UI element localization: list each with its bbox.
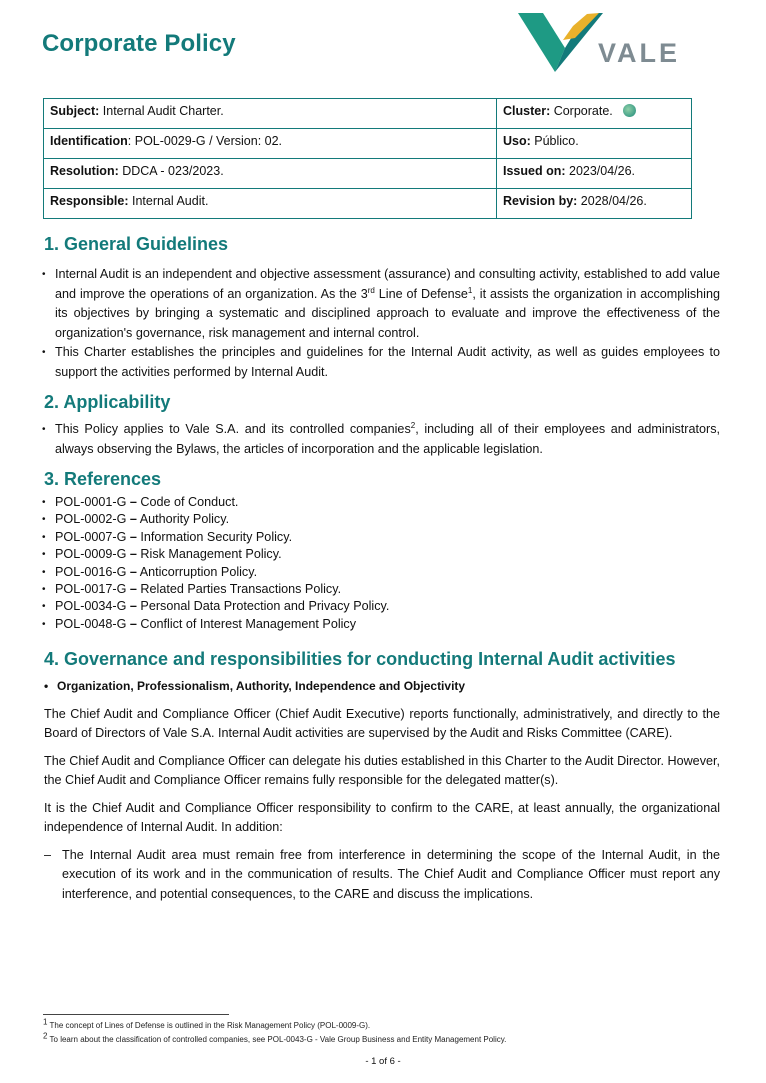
dash-item: – The Internal Audit area must remain free from interference in determining the scope of the Internal Audit, in the execution of its work and in the communication of results. The Chief Audit and Compliance Officer must report any interference, and potential consequences, to the CARE and discuss the implications. bbox=[44, 846, 720, 905]
paragraph: The Chief Audit and Compliance Officer can delegate his duties established in this Charter to the Audit Director. However, the Chief Audit and Compliance Officer remains fully responsible for the delegated matter(s). bbox=[44, 753, 720, 788]
table-row bbox=[44, 159, 692, 189]
list-item: • POL-0034-G – Personal Data Protection and Privacy Policy. bbox=[44, 598, 720, 615]
table-cell: Cluster: Corporate. bbox=[497, 99, 692, 129]
table-cell: Revision by: 2028/04/26. bbox=[497, 189, 692, 219]
list-item: • POL-0017-G – Related Parties Transactions Policy. bbox=[44, 581, 720, 598]
paragraph: The Chief Audit and Compliance Officer (Chief Audit Executive) reports functionally, administratively, and directly to the Board of Directors of Vale S.A. Internal Audit activities are supervised by the Audit and Risks Committee (CARE). bbox=[44, 706, 720, 741]
list-item: • POL-0048-G – Conflict of Interest Management Policy bbox=[44, 616, 720, 633]
section-heading: 4. Governance and responsibilities for conducting Internal Audit activities bbox=[44, 649, 676, 670]
section-heading: 3. References bbox=[44, 469, 162, 489]
table-row bbox=[44, 129, 692, 159]
globe-icon bbox=[623, 104, 636, 117]
table-cell: Identification: POL-0029-G / Version: 02. bbox=[44, 129, 497, 159]
table-row bbox=[44, 189, 692, 219]
table-cell: Responsible: Internal Audit. bbox=[44, 189, 497, 219]
footnote-ref[interactable]: 1 bbox=[467, 285, 473, 295]
footnote-ref[interactable]: 2 bbox=[410, 420, 416, 430]
list-item: • This Policy applies to Vale S.A. and its controlled companies$^2$, including all of their employees and administrators, always observing the Bylaws, the articles of incorporation and the applicable legislation. bbox=[44, 420, 720, 459]
table-cell: Issued on: 2023/04/26. bbox=[497, 159, 692, 189]
footnote-divider bbox=[43, 1014, 229, 1015]
table-cell: Subject: Internal Audit Charter. bbox=[44, 99, 497, 129]
list-item: • POL-0001-G – Code of Conduct. bbox=[44, 494, 720, 511]
section-heading: 2. Applicability bbox=[44, 392, 171, 412]
list-item: • Internal Audit is an independent and objective assessment (assurance) and consulting activity, established to add value and improve the operations of an organization. As the 3rd Line of Defense$^1$, it assists the organization in accomplishing its objectives by bringing a systematic and disciplined approach to evaluate and improve the effectiveness of the organization's governance, risk management and internal control. bbox=[44, 265, 720, 343]
list-item: • POL-0007-G – Information Security Policy. bbox=[44, 529, 720, 546]
page-number: - 1 of 6 - bbox=[365, 1056, 401, 1067]
document-body bbox=[44, 232, 720, 904]
list-item: • POL-0002-G – Authority Policy. bbox=[44, 511, 720, 528]
paragraph: It is the Chief Audit and Compliance Officer responsibility to confirm to the CARE, at least annually, the organizational independence of Internal Audit. In addition: bbox=[44, 800, 720, 835]
footnote: $^1$ The concept of Lines of Defense is outlined in the Risk Management Policy (POL-0009-G). bbox=[43, 1017, 371, 1030]
policy-info-table bbox=[43, 98, 692, 219]
list-item: • POL-0016-G – Anticorruption Policy. bbox=[44, 564, 720, 581]
table-cell: Resolution: DDCA - 023/2023. bbox=[44, 159, 497, 189]
guidelines-list bbox=[44, 265, 720, 382]
list-item: • This Charter establishes the principles and guidelines for the Internal Audit activity, as well as guides employees to support the activities performed by Internal Audit. bbox=[44, 343, 720, 382]
logo-text: VALE bbox=[598, 38, 681, 68]
subsection-heading: • Organization, Professionalism, Authority, Independence and Objectivity bbox=[44, 677, 720, 697]
applicability-list bbox=[44, 420, 720, 459]
references-list bbox=[44, 494, 720, 633]
table-row bbox=[44, 99, 692, 129]
table-cell: Uso: Público. bbox=[497, 129, 692, 159]
list-item: • POL-0009-G – Risk Management Policy. bbox=[44, 546, 720, 563]
section-heading: 1. General Guidelines bbox=[44, 234, 229, 254]
footnote: $^2$ To learn about the classification of controlled companies, see POL-0043-G - Vale Group Business and Entity Management Policy. bbox=[43, 1031, 507, 1044]
page-title: Corporate Policy bbox=[42, 30, 236, 57]
